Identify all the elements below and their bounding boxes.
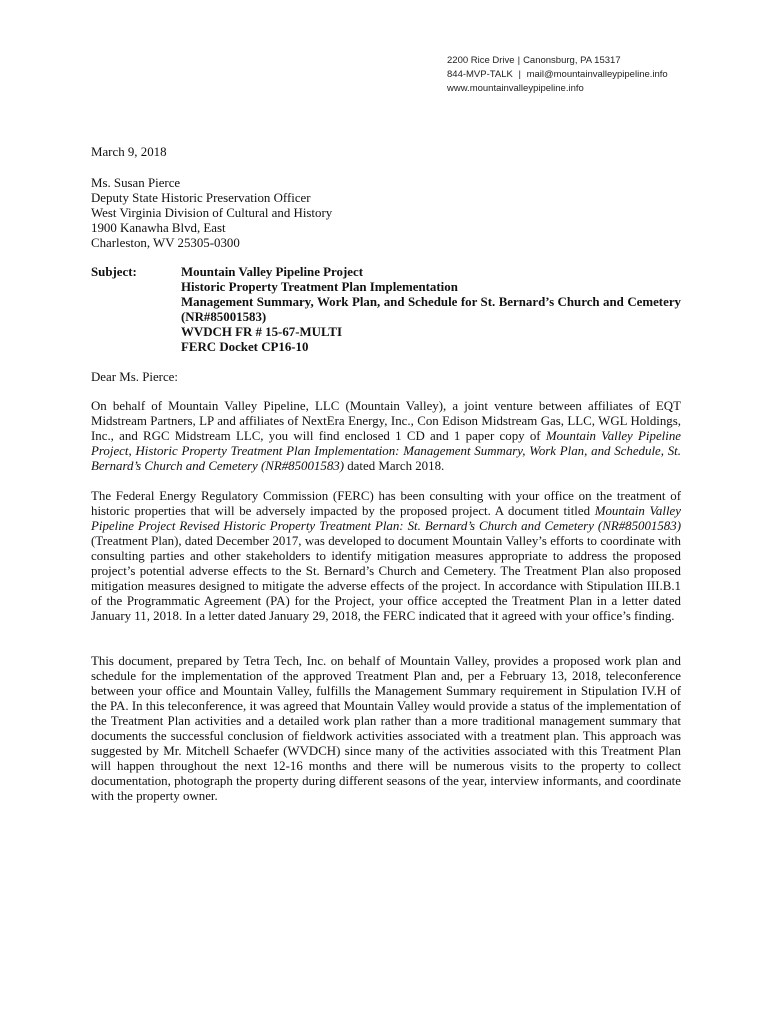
separator: |: [517, 55, 521, 66]
recipient-address: [91, 176, 681, 251]
recipient-title: Deputy State Historic Preservation Officer: [91, 191, 311, 205]
paragraph-text: dated March 2018.: [344, 459, 445, 473]
subject-line: Mountain Valley Pipeline Project: [181, 265, 364, 279]
letterhead-address-line: [447, 54, 668, 68]
document-title: Mountain Valley Pipeline Project Revised Historic Property Treatment Plan: St. Bernard’s Church and Cemetery (NR#85001583): [91, 504, 681, 533]
letterhead-email[interactable]: mail@mountainvalleypipeline.info: [526, 69, 668, 80]
subject-line: WVDCH FR # 15-67-MULTI: [181, 325, 343, 339]
subject-block: [91, 265, 681, 355]
separator: |: [515, 69, 524, 80]
letterhead: [447, 54, 668, 96]
letterhead-website[interactable]: www.mountainvalleypipeline.info: [447, 83, 584, 94]
paragraph-background: [91, 489, 681, 624]
letterhead-street: 2200 Rice Drive: [447, 55, 515, 66]
recipient-name: Ms. Susan Pierce: [91, 176, 181, 190]
paragraph-enclosure: [91, 399, 681, 474]
paragraph-text: (Treatment Plan), dated December 2017, was developed to document Mountain Valley’s efforts to coordinate with consulting parties and other stakeholders to identify mitigation measures appropriate to address the proposed project’s potential adverse effects to the St. Bernard’s Church and Cemetery. The Treatment Plan also proposed mitigation measures designed to mitigate the adverse effects of the project. In accordance with Stipulation III.B.1 of the Programmatic Agreement (PA) for the Project, your office accepted the Treatment Plan in a letter dated January 11, 2018. In a letter dated January 29, 2018, the FERC indicated that it agreed with your office’s finding.: [91, 534, 681, 623]
subject-line: Historic Property Treatment Plan Implementation: [181, 280, 458, 294]
subject-line: Management Summary, Work Plan, and Schedule for St. Bernard’s Church and Cemetery (NR#85001583): [181, 295, 681, 324]
subject-line: FERC Docket CP16-10: [181, 340, 309, 354]
letterhead-city: Canonsburg, PA 15317: [523, 55, 621, 66]
paragraph-text: The Federal Energy Regulatory Commission (FERC) has been consulting with your office on the treatment of historic properties that will be adversely impacted by the proposed project. A document titled: [91, 489, 681, 518]
letterhead-contact-line: [447, 68, 668, 82]
recipient-street: 1900 Kanawha Blvd, East: [91, 221, 226, 235]
subject-lines: [181, 265, 681, 355]
paragraph-summary: This document, prepared by Tetra Tech, Inc. on behalf of Mountain Valley, provides a proposed work plan and schedule for the implementation of the approved Treatment Plan and, per a February 13, 2018, teleconference between your office and Mountain Valley, fulfills the Management Summary requirement in Stipulation IV.H of the PA. In this teleconference, it was agreed that Mountain Valley would provide a status of the implementation of the Treatment Plan activities and a detailed work plan rather than a more traditional management summary that documents the successful conclusion of fieldwork activities associated with a treatment plan. This approach was suggested by Mr. Mitchell Schaefer (WVDCH) since many of the activities associated with this Treatment Plan will happen throughout the next 12-16 months and there will be numerous visits to the property to collect documentation, photograph the property during different seasons of the year, interview informants, and coordinate with the property owner.: [91, 654, 681, 803]
paragraph-text: On behalf of Mountain Valley Pipeline, LLC (Mountain Valley), a joint venture between affiliates of EQT Midstream Partners, LP and affiliates of NextEra Energy, Inc., Con Edison Midstream Gas, LLC, WGL Holdings, Inc., and RGC Midstream LLC, you will find enclosed 1 CD and 1 paper copy of: [91, 399, 681, 443]
subject-label: Subject:: [91, 265, 137, 279]
recipient-organization: West Virginia Division of Cultural and History: [91, 206, 333, 220]
document-title: Mountain Valley Pipeline Project, Historic Property Treatment Plan Implementation: Management Summary, Work Plan, and Schedule, St. Bernard’s Church and Cemetery (NR#85001583): [91, 429, 681, 473]
salutation: Dear Ms. Pierce:: [91, 370, 178, 384]
recipient-city: Charleston, WV 25305-0300: [91, 236, 240, 250]
letter-date: March 9, 2018: [91, 145, 167, 159]
letterhead-phone: 844-MVP-TALK: [447, 69, 513, 80]
